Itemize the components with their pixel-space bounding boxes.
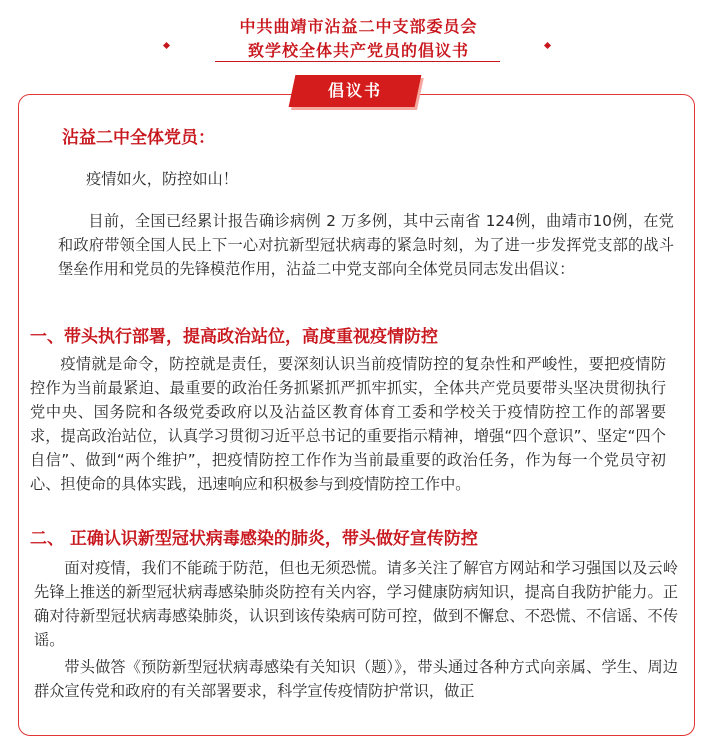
organization-title: 中共曲靖市沾益二中支部委员会: [239, 17, 478, 36]
document-subtitle: 致学校全体共产党员的倡议书: [247, 41, 469, 60]
section2-paragraph: 面对疫情，我们不能疏于防范，但也无须恐慌。请多关注了解官方网站和学习强国以及云岭先锋上推送的新型冠状病毒感染肺炎防控有关内容，学习健康防病知识，提高自我防护能力。正确对待新型冠状病毒感染肺炎，认识到该传染病可防可控，做到不懈怠、不恐慌、不信谣、不传谣。: [34, 559, 678, 649]
salutation: 沾益二中全体党员：: [62, 128, 215, 148]
title-underline: [215, 61, 500, 62]
opening-line: 疫情如火，防控如山！: [86, 170, 238, 188]
section2-paragraph-2: 带头做答《预防新型冠状病毒感染有关知识（题）》，带头通过各种方式向亲属、学生、周边群众宣传党和政府的有关部署要求，科学宣传疫情防护常识，做正: [34, 658, 678, 700]
section1-heading: 一、带头执行部署，提高政治站位，高度重视疫情防控: [30, 327, 438, 347]
section2-heading: 二、 正确认识新型冠状病毒感染的肺炎，带头做好宣传防控: [30, 529, 478, 549]
banner-label: 倡议书: [327, 81, 382, 100]
section1-paragraph: 疫情就是命令，防控就是责任，要深刻认识当前疫情防控的复杂性和严峻性，要把疫情防控作为当前最紧迫、最重要的政治任务抓紧抓严抓牢抓实，全体共产党员要带头坚决贯彻执行党中央、国务院和各级党委政府以及沾益区教育体育工委和学校关于疫情防控工作的部署要求，提高政治站位，认真学习贯彻习近平总书记的重要指示精神，增强“四个意识”、坚定“四个自信”、做到“两个维护”，把疫情防控工作作为当前最重要的政治任务，作为每一个党员守初心、担使命的具体实践，迅速响应和积极参与到疫情防控工作中。: [30, 355, 666, 493]
intro-paragraph: 目前，全国已经累计报告确诊病例 2 万多例，其中云南省 124例，曲靖市10例，在党和政府带领全国人民上下一心对抗新型冠状病毒的紧急时刻，为了进一步发挥党支部的战斗堡垒作用和党员的先锋模范作用，沾益二中党支部向全体党员同志发出倡议：: [58, 212, 674, 278]
